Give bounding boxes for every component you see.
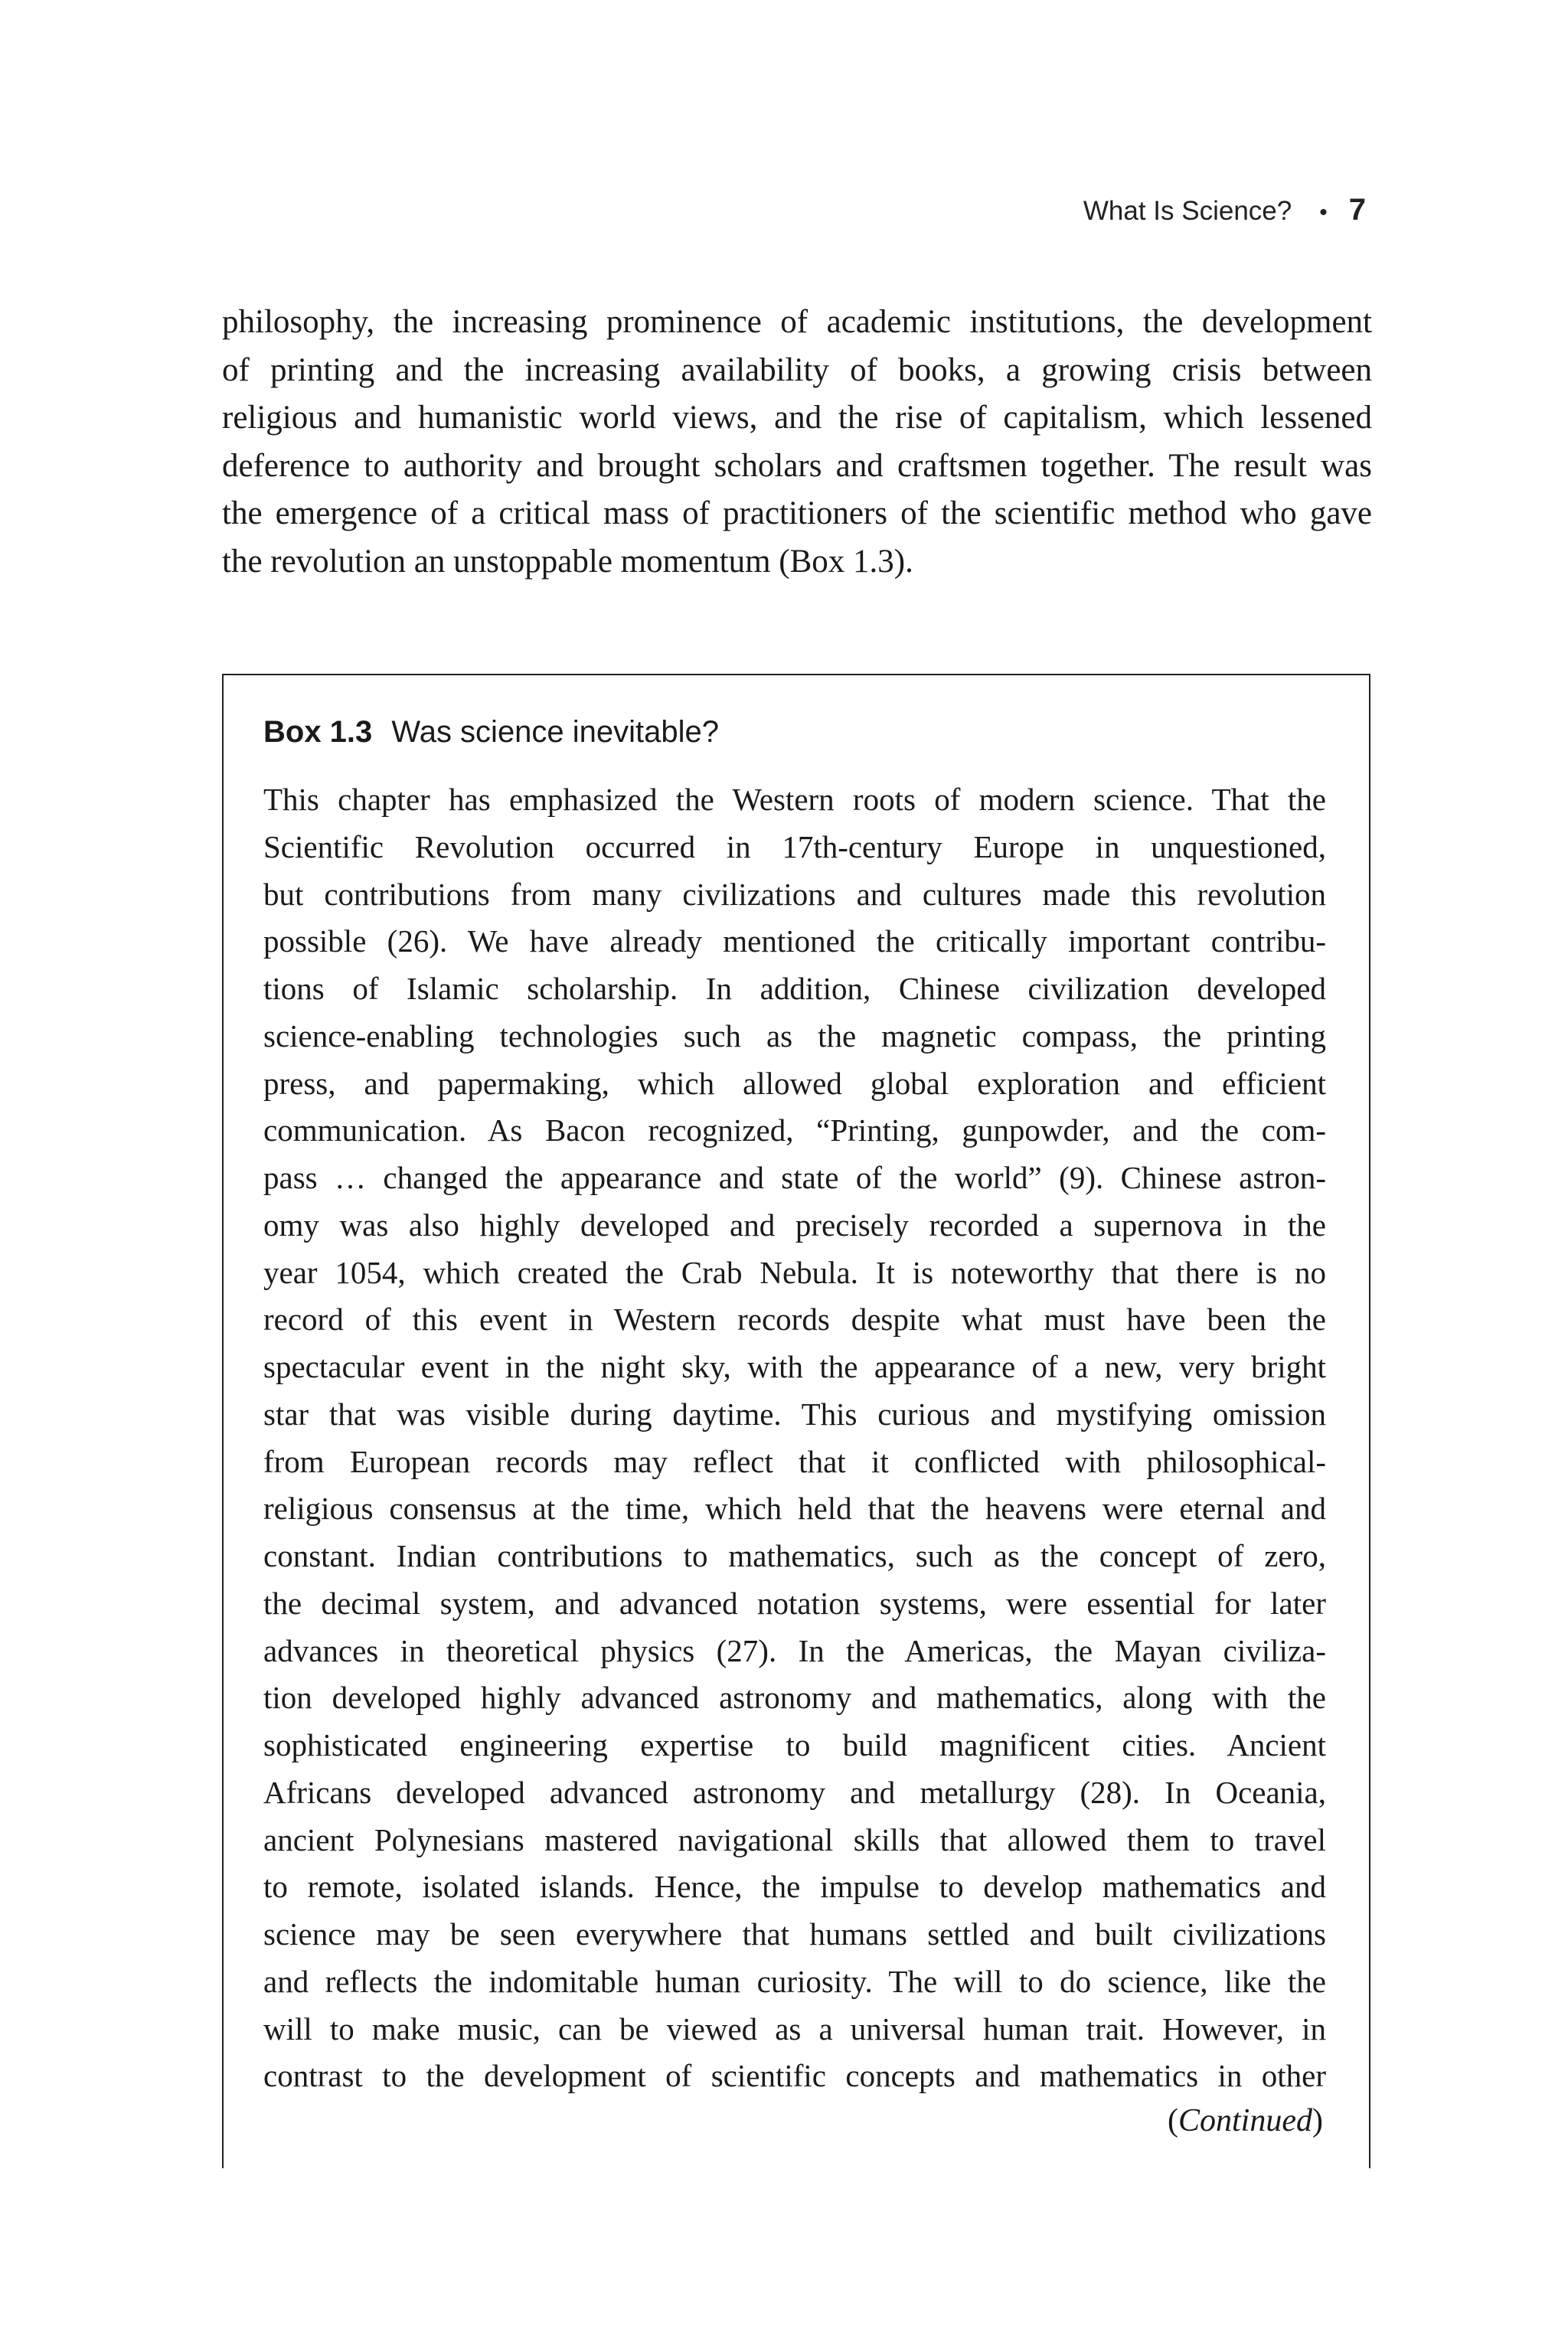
box-line: science may be seen everywhere that humans settled and built civilizations xyxy=(263,1916,1326,1952)
body-line: the emergence of a critical mass of practitioners of the scientific method who gave xyxy=(222,495,1372,531)
box-line: tion developed highly advanced astronomy and mathematics, along with the xyxy=(263,1680,1326,1716)
sidebar-box xyxy=(222,674,1370,2168)
body-line: deference to authority and brought scholars and craftsmen together. The result was xyxy=(222,447,1372,484)
box-line: tions of Islamic scholarship. In addition, Chinese civilization developed xyxy=(263,971,1326,1006)
box-line: communication. As Bacon recognized, “Printing, gunpowder, and the com- xyxy=(263,1112,1326,1148)
body-line: the revolution an unstoppable momentum (Box 1.3). xyxy=(222,543,913,580)
box-line: record of this event in Western records despite what must have been the xyxy=(263,1302,1326,1338)
box-line: and reflects the indomitable human curiosity. The will to do science, like the xyxy=(263,1963,1326,1999)
box-line: This chapter has emphasized the Western roots of modern science. That the xyxy=(263,782,1326,817)
box-paragraph xyxy=(263,776,1326,2100)
box-line: spectacular event in the night sky, with the appearance of a new, very bright xyxy=(263,1349,1326,1384)
box-line: but contributions from many civilizations and cultures made this revolution xyxy=(263,876,1326,912)
box-line: possible (26). We have already mentioned the critically important contribu- xyxy=(263,923,1326,959)
box-line: Africans developed advanced astronomy and metallurgy (28). In Oceania, xyxy=(263,1774,1326,1810)
box-line: ancient Polynesians mastered navigational skills that allowed them to travel xyxy=(263,1821,1326,1857)
box-line: will to make music, can be viewed as a universal human trait. However, in xyxy=(263,2011,1326,2047)
box-line: science-enabling technologies such as the magnetic compass, the printing xyxy=(263,1018,1326,1054)
box-line: star that was visible during daytime. This curious and mystifying omission xyxy=(263,1396,1326,1432)
box-line: year 1054, which created the Crab Nebula. It is noteworthy that there is no xyxy=(263,1254,1326,1290)
continued-label: Continued xyxy=(1178,2103,1312,2138)
box-line: omy was also highly developed and precisely recorded a supernova in the xyxy=(263,1207,1326,1243)
body-line: philosophy, the increasing prominence of academic institutions, the development xyxy=(222,304,1372,340)
box-line: sophisticated engineering expertise to build magnificent cities. Ancient xyxy=(263,1727,1326,1762)
body-line: religious and humanistic world views, and the rise of capitalism, which lessened xyxy=(222,400,1372,436)
running-header xyxy=(1083,193,1366,227)
box-heading xyxy=(263,715,719,750)
body-paragraph xyxy=(222,299,1372,586)
box-line: Scientific Revolution occurred in 17th-century Europe in unquestioned, xyxy=(263,828,1326,864)
box-line: religious consensus at the time, which held that the heavens were eternal and xyxy=(263,1491,1326,1527)
box-title: Was science inevitable? xyxy=(391,715,720,749)
body-line: of printing and the increasing availability of books, a growing crisis between xyxy=(222,351,1372,388)
box-line: from European records may reflect that it conflicted with philosophical- xyxy=(263,1443,1326,1479)
box-line: to remote, isolated islands. Hence, the impulse to develop mathematics and xyxy=(263,1869,1326,1905)
box-line: pass … changed the appearance and state of the world” (9). Chinese astron- xyxy=(263,1160,1326,1195)
box-line: constant. Indian contributions to mathematics, such as the concept of zero, xyxy=(263,1538,1326,1573)
box-label: Box 1.3 xyxy=(263,715,373,749)
box-line: advances in theoretical physics (27). In the Americas, the Mayan civiliza- xyxy=(263,1632,1326,1668)
page-number: 7 xyxy=(1348,193,1366,227)
box-line: press, and papermaking, which allowed global exploration and efficient xyxy=(263,1065,1326,1101)
running-title: What Is Science? xyxy=(1083,196,1292,226)
continued-note: (Continued) xyxy=(1168,2103,1323,2138)
header-separator: • xyxy=(1319,200,1328,225)
box-line: contrast to the development of scientific concepts and mathematics in other xyxy=(263,2058,1326,2094)
box-line: the decimal system, and advanced notation systems, were essential for later xyxy=(263,1585,1326,1621)
